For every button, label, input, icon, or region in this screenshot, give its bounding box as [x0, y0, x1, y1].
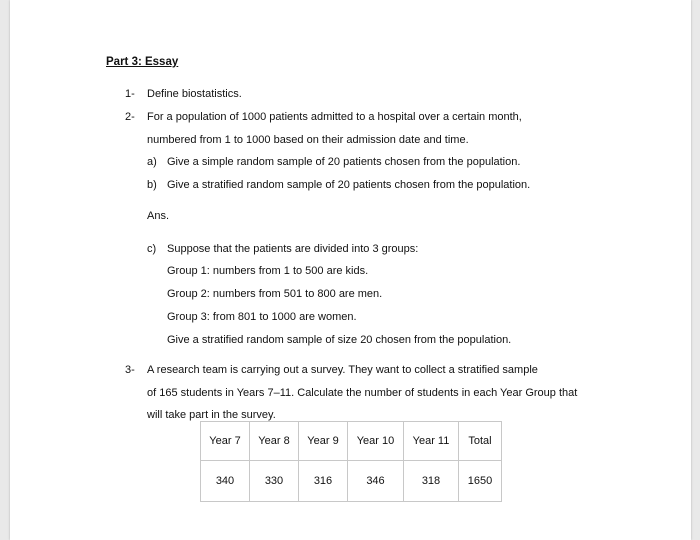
- q3-line2: of 165 students in Years 7–11. Calculate the number of students in each Year Group that: [147, 387, 578, 399]
- value-total: 1650: [459, 461, 502, 502]
- value-year11: 318: [404, 461, 459, 502]
- section-title: Part 3: Essay: [106, 56, 179, 68]
- value-year8: 330: [250, 461, 299, 502]
- q2b-label: b): [147, 179, 157, 191]
- answer-label: Ans.: [147, 210, 170, 222]
- header-year8: Year 8: [250, 422, 299, 461]
- table-header-row: [201, 422, 502, 461]
- q2c-text: Suppose that the patients are divided into 3 groups:: [167, 243, 419, 255]
- table-values-row: [201, 461, 502, 502]
- header-year9: Year 9: [299, 422, 348, 461]
- q2-line2: numbered from 1 to 1000 based on their admission date and time.: [147, 134, 469, 146]
- q3-number: 3-: [125, 364, 135, 376]
- q1-number: 1-: [125, 88, 135, 100]
- year-group-table: [200, 421, 502, 502]
- value-year10: 346: [348, 461, 404, 502]
- q2a-label: a): [147, 156, 157, 168]
- value-year9: 316: [299, 461, 348, 502]
- value-year7: 340: [201, 461, 250, 502]
- group1-text: Group 1: numbers from 1 to 500 are kids.: [167, 265, 369, 277]
- q3-line1: A research team is carrying out a survey. They want to collect a stratified sample: [147, 364, 538, 376]
- q2a-text: Give a simple random sample of 20 patients chosen from the population.: [167, 156, 521, 168]
- group3-text: Group 3: from 801 to 1000 are women.: [167, 311, 357, 323]
- q3-line3: will take part in the survey.: [147, 409, 276, 421]
- q2c-label: c): [147, 243, 157, 255]
- group2-text: Group 2: numbers from 501 to 800 are men.: [167, 288, 383, 300]
- q2-line1: For a population of 1000 patients admitted to a hospital over a certain month,: [147, 111, 522, 123]
- header-year11: Year 11: [404, 422, 459, 461]
- header-year10: Year 10: [348, 422, 404, 461]
- q1-text: Define biostatistics.: [147, 88, 242, 100]
- header-total: Total: [459, 422, 502, 461]
- q2-number: 2-: [125, 111, 135, 123]
- q2b-text: Give a stratified random sample of 20 patients chosen from the population.: [167, 179, 531, 191]
- header-year7: Year 7: [201, 422, 250, 461]
- document-page: [10, 0, 691, 540]
- q2c-final: Give a stratified random sample of size 20 chosen from the population.: [167, 334, 512, 346]
